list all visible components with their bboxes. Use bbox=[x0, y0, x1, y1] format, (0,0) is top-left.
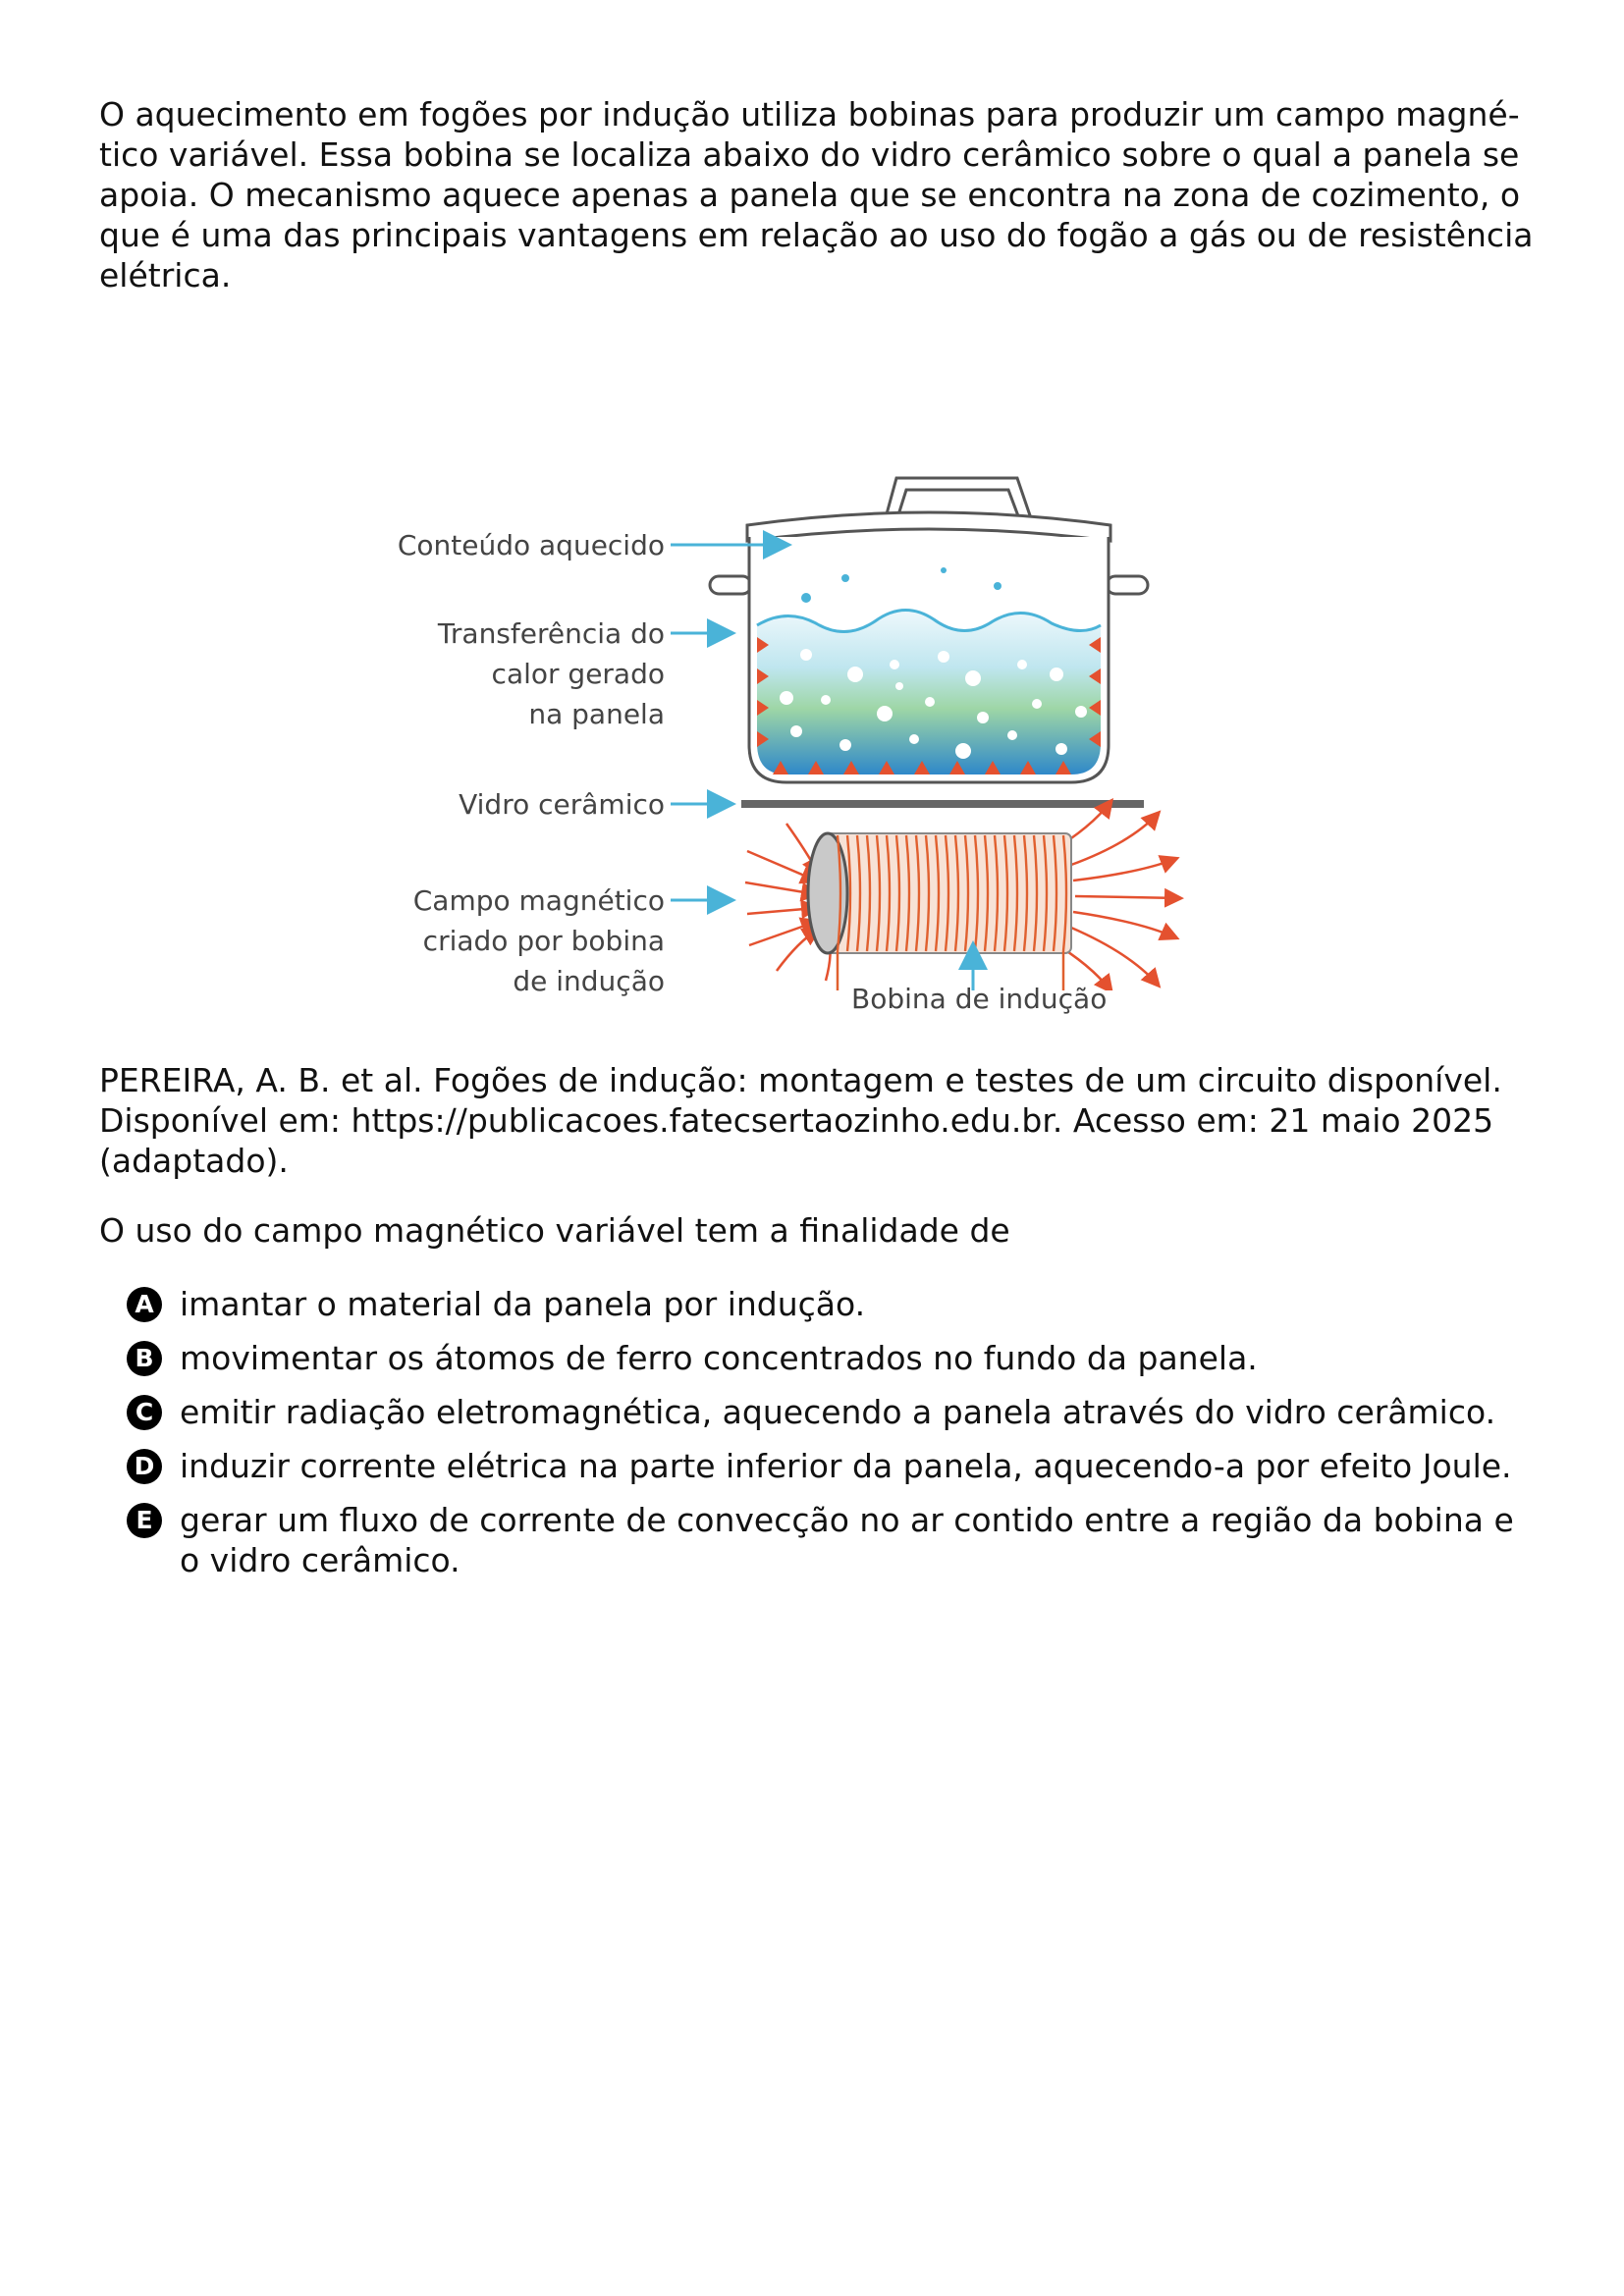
intro-line: O aquecimento em fogões por indução utiliza bobinas para produzir um campo magné- bbox=[99, 95, 1520, 133]
option-text: induzir corrente elétrica na parte inferior da panela, aquecendo-a por efeito Joule. bbox=[180, 1447, 1512, 1485]
pot-side-handle-left bbox=[710, 576, 751, 594]
option-letter-badge: B bbox=[127, 1341, 162, 1376]
question-page bbox=[99, 94, 1537, 1594]
water bbox=[757, 610, 1101, 774]
intro-line: elétrica. bbox=[99, 256, 232, 294]
option-b[interactable] bbox=[99, 1338, 1537, 1378]
induction-coil bbox=[808, 833, 1071, 990]
option-e[interactable] bbox=[99, 1500, 1537, 1580]
source-line: Disponível em: https://publicacoes.fatecsertaozinho.edu.br. Acesso em: 21 maio 2025 bbox=[99, 1101, 1494, 1140]
ceramic-glass bbox=[741, 800, 1144, 808]
source-line: (adaptado). bbox=[99, 1142, 289, 1180]
label-magnetic-field: Campo magnético criado por bobina de indução bbox=[412, 884, 665, 997]
option-a[interactable] bbox=[99, 1284, 1537, 1324]
option-letter-badge: D bbox=[127, 1449, 162, 1484]
label-induction-coil: Bobina de indução bbox=[851, 983, 1108, 1015]
intro-line: que é uma das principais vantagens em relação ao uso do fogão a gás ou de resistência bbox=[99, 216, 1534, 254]
intro-line: apoia. O mecanismo aquece apenas a panela que se encontra na zona de cozimento, o bbox=[99, 176, 1521, 214]
intro-text bbox=[99, 94, 1537, 295]
option-text: emitir radiação eletromagnética, aquecendo a panela através do vidro cerâmico. bbox=[180, 1393, 1496, 1431]
source-citation bbox=[99, 1060, 1537, 1181]
option-letter-badge: A bbox=[127, 1287, 162, 1322]
option-text: imantar o material da panela por indução. bbox=[180, 1285, 866, 1323]
intro-line: tico variável. Essa bobina se localiza abaixo do vidro cerâmico sobre o qual a panela se bbox=[99, 135, 1520, 174]
option-text: movimentar os átomos de ferro concentrados no fundo da panela. bbox=[180, 1339, 1258, 1377]
source-line: PEREIRA, A. B. et al. Fogões de indução: montagem e testes de um circuito disponível. bbox=[99, 1061, 1502, 1099]
question-stem: O uso do campo magnético variável tem a finalidade de bbox=[99, 1211, 1010, 1250]
label-ceramic-glass: Vidro cerâmico bbox=[459, 788, 665, 821]
label-heat-transfer: Transferência do calor gerado na panela bbox=[437, 617, 665, 730]
induction-diagram-svg bbox=[99, 313, 1537, 990]
label-heated-content: Conteúdo aquecido bbox=[397, 529, 665, 561]
option-letter-badge: E bbox=[127, 1503, 162, 1538]
option-letter-badge: C bbox=[127, 1395, 162, 1430]
answer-options bbox=[99, 1284, 1537, 1580]
induction-diagram bbox=[99, 313, 1537, 997]
option-c[interactable] bbox=[99, 1392, 1537, 1432]
pot-side-handle-right bbox=[1107, 576, 1148, 594]
pot-lid bbox=[747, 512, 1110, 541]
option-text: gerar um fluxo de corrente de convecção no ar contido entre a região da bobina e o vidro cerâmico. bbox=[180, 1501, 1514, 1579]
option-d[interactable] bbox=[99, 1446, 1537, 1486]
